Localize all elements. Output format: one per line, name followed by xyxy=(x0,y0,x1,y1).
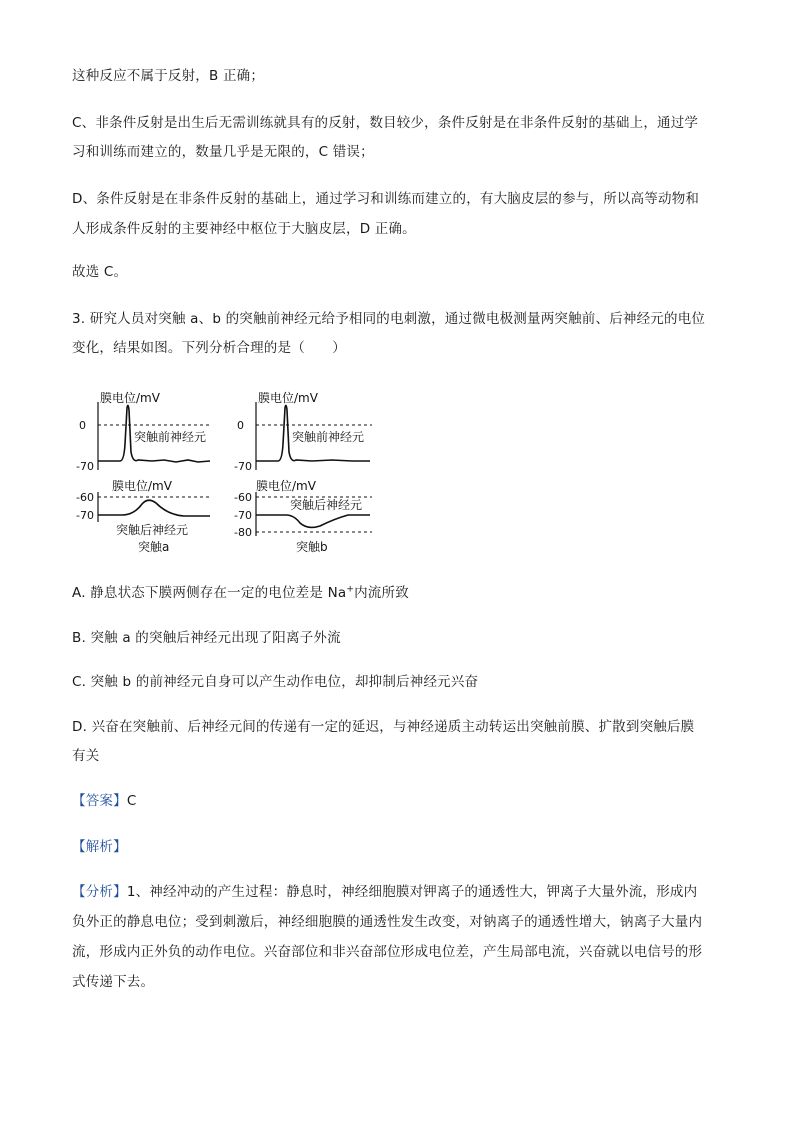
tick-label: -60 xyxy=(76,491,94,504)
text-line: 习和训练而建立的，数量几乎是无限的，C 错误； xyxy=(72,144,374,160)
tick-label: -70 xyxy=(76,460,94,473)
option-a: A. 静息状态下膜两侧存在一定的电位差是 Na+内流所致 xyxy=(72,584,409,601)
axis-label: 膜电位/mV xyxy=(258,391,318,405)
tick-label: -60 xyxy=(234,491,252,504)
curve-label: 突触后神经元 xyxy=(116,523,189,537)
answer-label: 【答案】 xyxy=(72,793,127,809)
synapse-a-presynaptic-panel xyxy=(76,390,212,473)
question-stem: 3. 研究人员对突触 a、b 的突触前神经元给予相同的电刺激，通过微电极测量两突触前、后神经元的电位 xyxy=(72,311,706,327)
option-c: C. 突触 b 的前神经元自身可以产生动作电位，却抑制后神经元兴奋 xyxy=(72,674,479,690)
text-line: 故选 C。 xyxy=(72,264,128,280)
panel-caption: 突触a xyxy=(138,540,170,554)
membrane-potential-figure xyxy=(72,384,392,559)
option-b: B. 突触 a 的突触后神经元出现了阳离子外流 xyxy=(72,630,341,646)
analysis-line: 流，形成内正外负的动作电位。兴奋部位和非兴奋部位形成电位差，产生局部电流，兴奋就以电信号的形 xyxy=(72,944,703,960)
panel-caption: 突触b xyxy=(296,540,328,554)
synapse-a-postsynaptic-panel xyxy=(76,478,212,554)
text-line: 人形成条件反射的主要神经中枢位于大脑皮层，D 正确。 xyxy=(72,221,416,237)
curve-label: 突触前神经元 xyxy=(292,430,365,444)
tick-label: 0 xyxy=(79,419,86,432)
option-d-continued: 有关 xyxy=(72,748,100,764)
analysis-tag: 【分析】 xyxy=(72,884,127,900)
tick-label: -70 xyxy=(234,509,252,522)
curve-label: 突触前神经元 xyxy=(134,430,207,444)
option-d: D. 兴奋在突触前、后神经元间的传递有一定的延迟，与神经递质主动转运出突触前膜、扩散到突触后膜 xyxy=(72,719,695,735)
tick-label: 0 xyxy=(237,419,244,432)
text-line: D、条件反射是在非条件反射的基础上，通过学习和训练而建立的，有大脑皮层的参与，所以高等动物和 xyxy=(72,191,700,207)
tick-label: -70 xyxy=(76,509,94,522)
curve-label: 突触后神经元 xyxy=(290,498,363,512)
axis-label: 膜电位/mV xyxy=(112,479,172,493)
axis-label: 膜电位/mV xyxy=(100,391,160,405)
synapse-b-presynaptic-panel xyxy=(234,390,372,473)
axis-label: 膜电位/mV xyxy=(256,479,316,493)
analysis-line: 【分析】1、神经冲动的产生过程：静息时，神经细胞膜对钾离子的通透性大，钾离子大量外流，形成内 xyxy=(72,884,698,900)
analysis-label: 【解析】 xyxy=(72,839,127,855)
text-line: C、非条件反射是出生后无需训练就具有的反射，数目较少，条件反射是在非条件反射的基础上，通过学 xyxy=(72,115,699,131)
analysis-line: 负外正的静息电位；受到刺激后，神经细胞膜的通透性发生改变，对钠离子的通透性增大，钠离子大量内 xyxy=(72,914,703,930)
analysis-line: 式传递下去。 xyxy=(72,974,155,990)
question-stem: 变化，结果如图。下列分析合理的是（ ） xyxy=(72,340,346,356)
tick-label: -70 xyxy=(234,460,252,473)
synapse-b-postsynaptic-panel xyxy=(234,478,372,554)
answer-line xyxy=(72,791,136,811)
answer-value: C xyxy=(126,793,137,809)
text-line: 这种反应不属于反射，B 正确； xyxy=(72,68,265,84)
tick-label: -80 xyxy=(234,526,252,539)
